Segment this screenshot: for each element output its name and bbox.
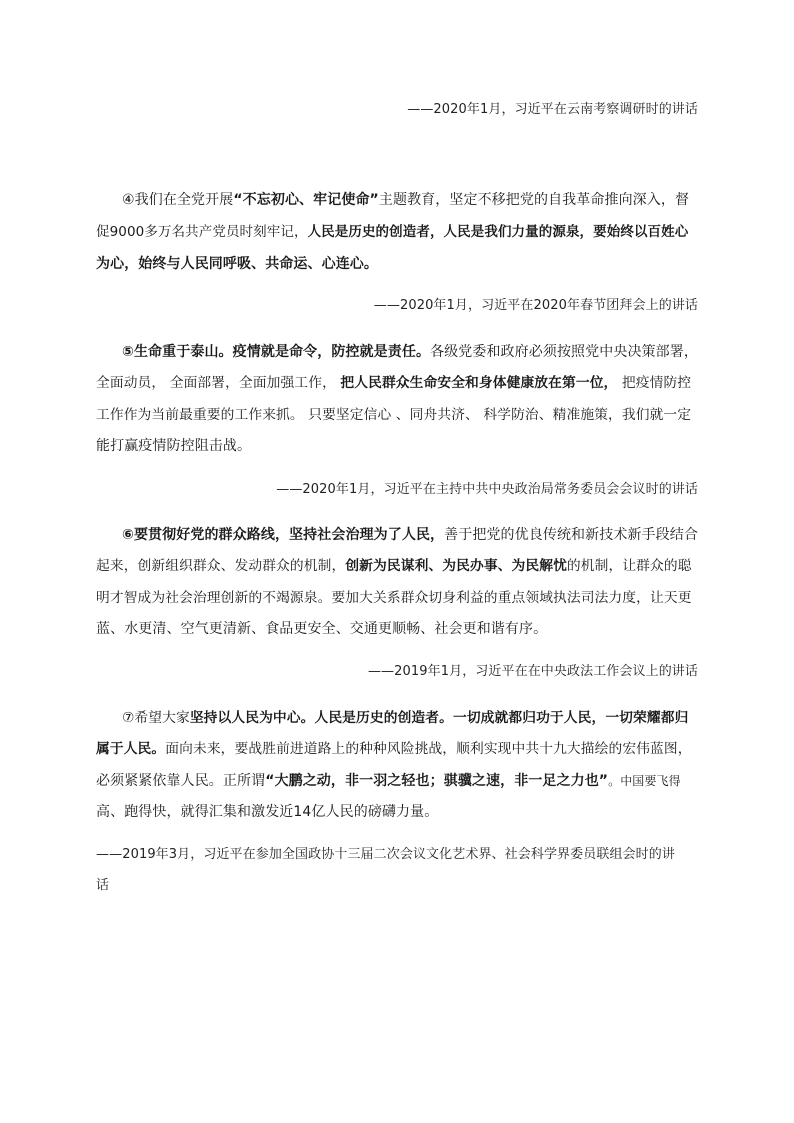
source-citation-4: ——2020年1月，习近平在2020年春节团拜会上的讲话 xyxy=(373,298,698,313)
para6-line1: ⑥要贯彻好党的群众路线，坚持社会治理为了人民，善于把党的优良传统和新技术新手段结合 xyxy=(122,527,698,543)
source-citation-7-line1: ——2019年3月，习近平在参加全国政协十三届二次会议文化艺术界、社会科学界委员联组会时的讲 xyxy=(96,847,675,862)
para7-line1: ⑦希望大家坚持以人民为中心。人民是历史的创造者。一切成就都归功于人民，一切荣耀都归 xyxy=(122,710,689,726)
para4-line3: 为心，始终与人民同呼吸、共命运、心连心。 xyxy=(96,256,378,272)
para5-line4: 能打赢疫情防控阻击战。 xyxy=(96,438,252,454)
para5-line2: 全面动员， 全面部署，全面加强工作， 把人民群众生命安全和身体健康放在第一位， 把疫情防控 xyxy=(96,375,692,391)
source-citation-top: ——2020年1月，习近平在云南考察调研时的讲话 xyxy=(407,102,698,117)
source-citation-6: ——2019年1月，习近平在在中央政法工作会议上的讲话 xyxy=(367,664,698,679)
para4-line2: 促9000多万名共产党员时刻牢记，人民是历史的创造者，人民是我们力量的源泉，要始终以百姓心 xyxy=(96,224,689,240)
para6-line4: 蓝、水更清、空气更清新、食品更安全、交通更顺畅、社会更和谐有序。 xyxy=(96,621,548,637)
source-citation-7-line2: 话 xyxy=(96,878,110,893)
para7-line3: 必须紧紧依靠人民。正所谓“大鹏之动，非一羽之轻也；骐骥之速，非一足之力也”。中国要飞得 xyxy=(96,773,681,789)
para6-line2: 起来，创新组织群众、发动群众的机制，创新为民谋利、为民办事、为民解忧的机制，让群众的聪 xyxy=(96,558,692,574)
para7-line2: 属于人民。面向未来，要战胜前进道路上的种种风险挑战，顺利实现中共十九大描绘的宏伟蓝图， xyxy=(96,741,692,757)
para4-line1: ④我们在全党开展“不忘初心、牢记使命”主题教育，坚定不移把党的自我革命推向深入，督 xyxy=(122,192,690,208)
source-citation-5: ——2020年1月，习近平在主持中共中央政治局常务委员会会议时的讲话 xyxy=(276,482,698,497)
para5-line3: 工作作为当前最重要的工作来抓。 只要坚定信心 、同舟共济、 科学防治、精准施策，我们就一定 xyxy=(96,407,692,423)
para6-line3: 明才智成为社会治理创新的不竭源泉。要加大关系群众切身利益的重点领域执法司法力度，让天更 xyxy=(96,590,692,606)
para5-line1: ⑤生命重于泰山。疫情就是命令，防控就是责任。各级党委和政府必须按照党中央决策部署， xyxy=(122,344,698,360)
para7-line4: 高、跑得快，就得汇集和激发近14亿人民的磅礴力量。 xyxy=(96,804,439,820)
